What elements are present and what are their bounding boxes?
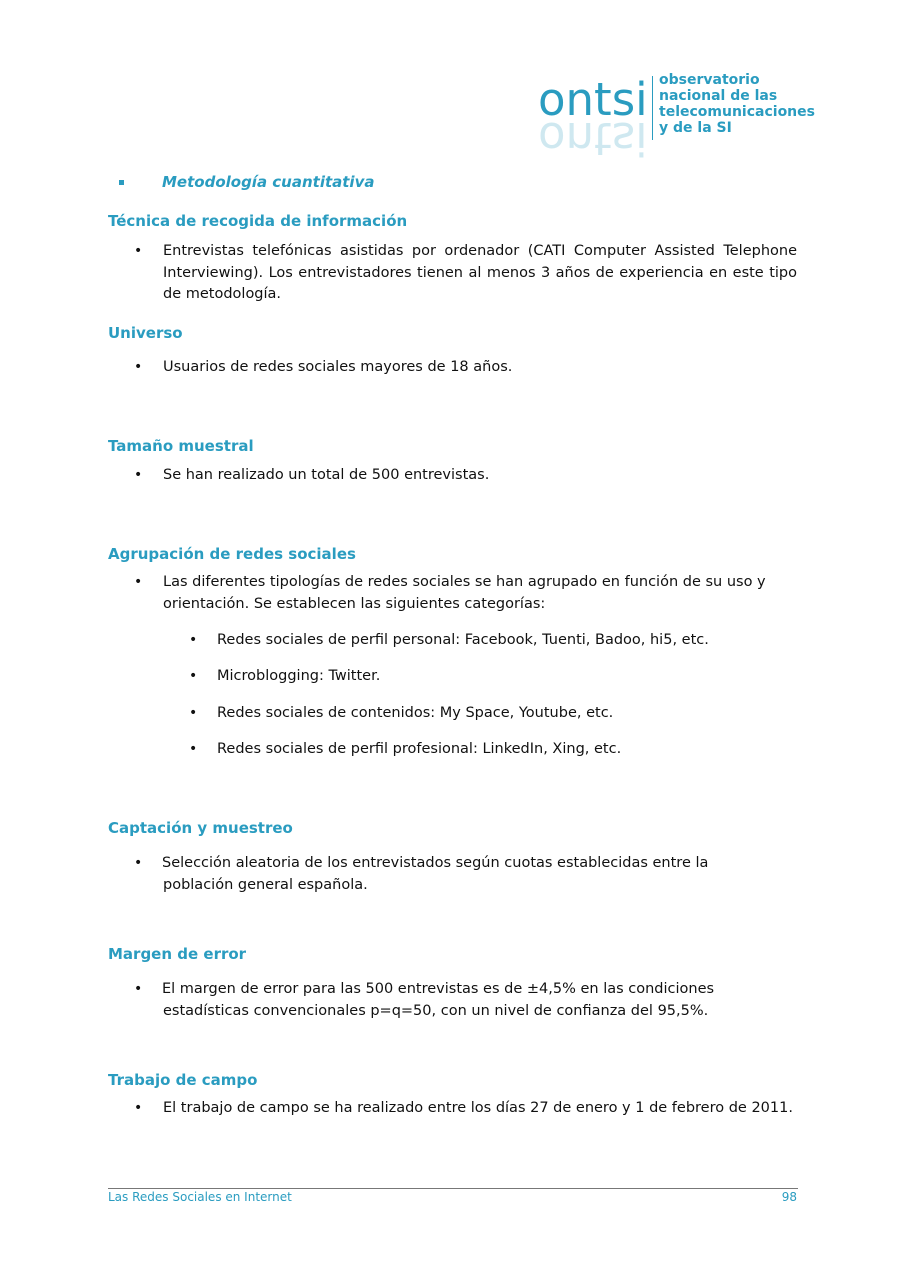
bullet-icon: •: [134, 243, 143, 259]
footer-title: Las Redes Sociales en Internet: [108, 1190, 292, 1204]
margen-line-1: El margen de error para las 500 entrevistas es de ±4,5% en las condiciones: [162, 981, 715, 997]
heading-universo: Universo: [108, 324, 183, 342]
agrupacion-text: Las diferentes tipologías de redes sociales se han agrupado en función de su uso y orientación. Se establecen las siguientes categorías:: [163, 574, 766, 612]
bullet-icon: •: [189, 632, 198, 648]
captacion-line-1: Selección aleatoria de los entrevistados según cuotas establecidas entre la: [162, 855, 709, 871]
bullet-icon: •: [189, 705, 198, 721]
logo-brand-reflection: ontsi: [538, 112, 648, 165]
section-title: Metodología cuantitativa: [162, 173, 375, 191]
universo-text: Usuarios de redes sociales mayores de 18 años.: [163, 359, 513, 375]
heading-margen: Margen de error: [108, 945, 247, 963]
heading-captacion: Captación y muestreo: [108, 819, 293, 837]
bullet-icon: •: [134, 855, 143, 871]
tamano-text: Se han realizado un total de 500 entrevistas.: [163, 467, 490, 483]
bullet-icon: •: [189, 668, 198, 684]
square-bullet-icon: [119, 180, 124, 185]
logo-line: observatorio: [659, 72, 760, 88]
margen-line-2: estadísticas convencionales p=q=50, con un nivel de confianza del 95,5%.: [163, 1003, 709, 1019]
category-item: Redes sociales de contenidos: My Space, Youtube, etc.: [217, 705, 614, 721]
logo-line: telecomunicaciones: [659, 104, 815, 120]
heading-tamano: Tamaño muestral: [108, 437, 254, 455]
page-number: 98: [781, 1190, 797, 1204]
captacion-line-2: población general española.: [163, 877, 368, 893]
bullet-icon: •: [189, 741, 198, 757]
logo-line: y de la SI: [659, 120, 732, 136]
bullet-icon: •: [134, 981, 143, 997]
footer-divider: [108, 1188, 798, 1189]
heading-trabajo: Trabajo de campo: [108, 1071, 258, 1089]
heading-tecnica: Técnica de recogida de información: [108, 212, 408, 230]
ontsi-logo: [538, 70, 815, 165]
bullet-icon: •: [134, 574, 143, 590]
category-item: Microblogging: Twitter.: [217, 668, 381, 684]
logo-divider: [652, 76, 653, 140]
logo-caption: [659, 72, 815, 136]
category-item: Redes sociales de perfil profesional: LinkedIn, Xing, etc.: [217, 741, 622, 757]
trabajo-text: El trabajo de campo se ha realizado entre los días 27 de enero y 1 de febrero de 2011.: [163, 1100, 793, 1116]
tecnica-text: Entrevistas telefónicas asistidas por ordenador (CATI Computer Assisted Telephone Interviewing). Los entrevistadores tienen al menos 3 años de experiencia en este tipo de metodología.: [163, 243, 797, 302]
bullet-icon: •: [134, 359, 143, 375]
bullet-icon: •: [134, 1100, 143, 1116]
logo-line: nacional de las: [659, 88, 778, 104]
bullet-icon: •: [134, 467, 143, 483]
logo-brand: ontsi: [538, 73, 648, 126]
category-item: Redes sociales de perfil personal: Facebook, Tuenti, Badoo, hi5, etc.: [217, 632, 709, 648]
heading-agrupacion: Agrupación de redes sociales: [108, 545, 356, 563]
